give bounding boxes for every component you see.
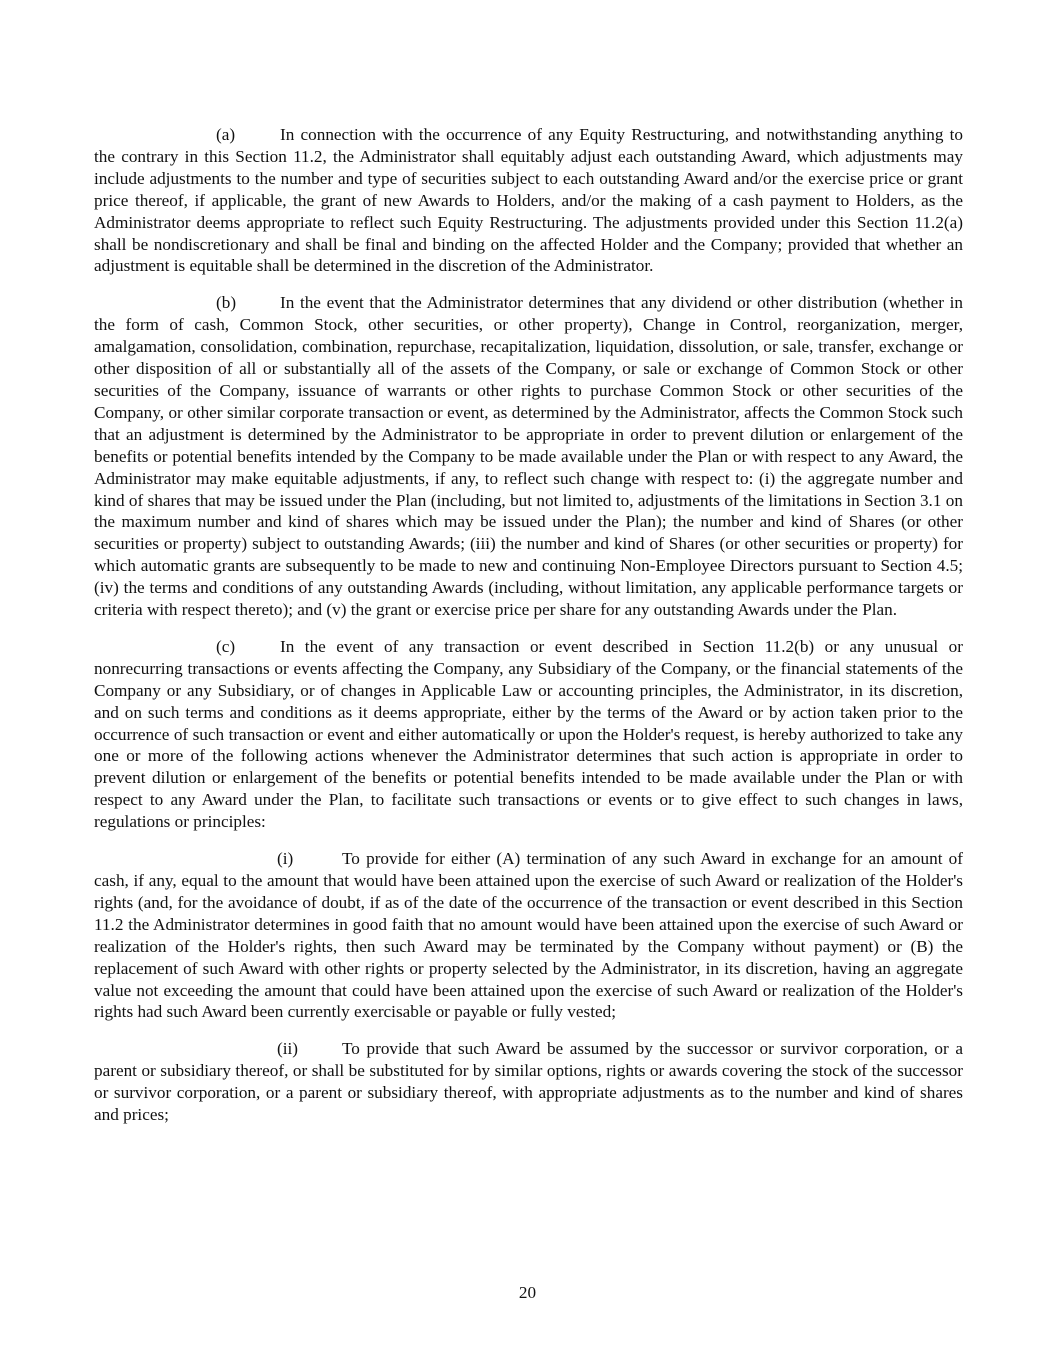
page-number: 20 (518, 1283, 537, 1302)
document-body (94, 124, 963, 1141)
paragraph-c (94, 636, 963, 833)
paragraph-marker-c: (c) (216, 636, 236, 656)
paragraph-a (94, 124, 963, 277)
paragraph-marker-b: (b) (216, 293, 237, 313)
subparagraph-ii (94, 1038, 963, 1126)
subparagraph-marker-i: (i) (277, 849, 294, 869)
subparagraph-text-i: To provide for either (A) termination of any such Award in exchange for an amount of cash, if any, equal to the amount that would have been attained upon the exercise of such Award or realization of the Holder's rights (and, for the avoidance of doubt, if as of the date of the occurrence of the transaction or event described in this Section 11.2 the Administrator determines in good faith that no amount would have been attained upon the exercise of such Award or realization of the Holder's rights, then such Award may be terminated by the Company without payment) or (B) the replacement of such Award with other rights or property selected by the Administrator, in its discretion, having an aggregate value not exceeding the amount that could have been attained upon the exercise of such Award or realization of the Holder's rights had such Award been currently exercisable or payable or fully vested; (94, 849, 963, 1022)
paragraph-b (94, 292, 963, 621)
subparagraph-i (94, 848, 963, 1023)
paragraph-text-b: In the event that the Administrator determines that any dividend or other distribution (whether in the form of cash, Common Stock, other securities, or other property), Change in Control, reorganization, merger, amalgamation, consolidation, combination, repurchase, recapitalization, liquidation, dissolution, or sale, transfer, exchange or other disposition of all or substantially all of the assets of the Company, or sale or exchange of Common Stock or other securities of the Company, issuance of warrants or other rights to purchase Common Stock or other securities of the Company, or other similar corporate transaction or event, as determined by the Administrator, affects the Common Stock such that an adjustment is determined by the Administrator to be appropriate in order to prevent dilution or enlargement of the benefits or potential benefits intended by the Company to be made available under the Plan or with respect to any Award, the Administrator may make equitable adjustments, if any, to reflect such change with respect to: (i) the aggregate number and kind of shares that may be issued under the Plan (including, but not limited to, adjustments of the limitations in Section 3.1 on the maximum number and kind of shares which may be issued under the Plan); the number and kind of Shares (or other securities or property) subject to outstanding Awards; (iii) the number and kind of Shares (or other securities or property) for which automatic grants are subsequently to be made to new and continuing Non-Employee Directors pursuant to Section 4.5; (iv) the terms and conditions of any outstanding Awards (including, without limitation, any applicable performance targets or criteria with respect thereto); and (v) the grant or exercise price per share for any outstanding Awards under the Plan. (94, 293, 963, 620)
paragraph-text-a: In connection with the occurrence of any Equity Restructuring, and notwithstanding anything to the contrary in this Section 11.2, the Administrator shall equitably adjust each outstanding Award, which adjustments may include adjustments to the number and type of securities subject to each outstanding Award and/or the exercise price or grant price thereof, if applicable, the grant of new Awards to Holders, and/or the making of a cash payment to Holders, as the Administrator deems appropriate to reflect such Equity Restructuring. The adjustments provided under this Section 11.2(a) shall be nondiscretionary and shall be final and binding on the affected Holder and the Company; provided that whether an adjustment is equitable shall be determined in the discretion of the Administrator. (94, 125, 963, 276)
subparagraph-marker-ii: (ii) (277, 1039, 298, 1059)
paragraph-text-c: In the event of any transaction or event described in Section 11.2(b) or any unusual or nonrecurring transactions or events affecting the Company, any Subsidiary of the Company, or the financial statements of the Company or any Subsidiary, or of changes in Applicable Law or accounting principles, the Administrator, in its discretion, and on such terms and conditions as it deems appropriate, either by the terms of the Award or by action taken prior to the occurrence of such transaction or event and either automatically or upon the Holder's request, is hereby authorized to take any one or more of the following actions whenever the Administrator determines that such action is appropriate in order to prevent dilution or enlargement of the benefits or potential benefits intended to be made available under the Plan or with respect to any Award under the Plan, to facilitate such transactions or events or to give effect to such changes in laws, regulations or principles: (94, 636, 963, 832)
subparagraph-text-ii: To provide that such Award be assumed by the successor or survivor corporation, or a parent or subsidiary thereof, or shall be substituted for by similar options, rights or awards covering the stock of the successor or survivor corporation, or a parent or subsidiary thereof, with appropriate adjustments as to the number and kind of shares and prices; (94, 1039, 963, 1125)
paragraph-marker-a: (a) (216, 125, 236, 144)
